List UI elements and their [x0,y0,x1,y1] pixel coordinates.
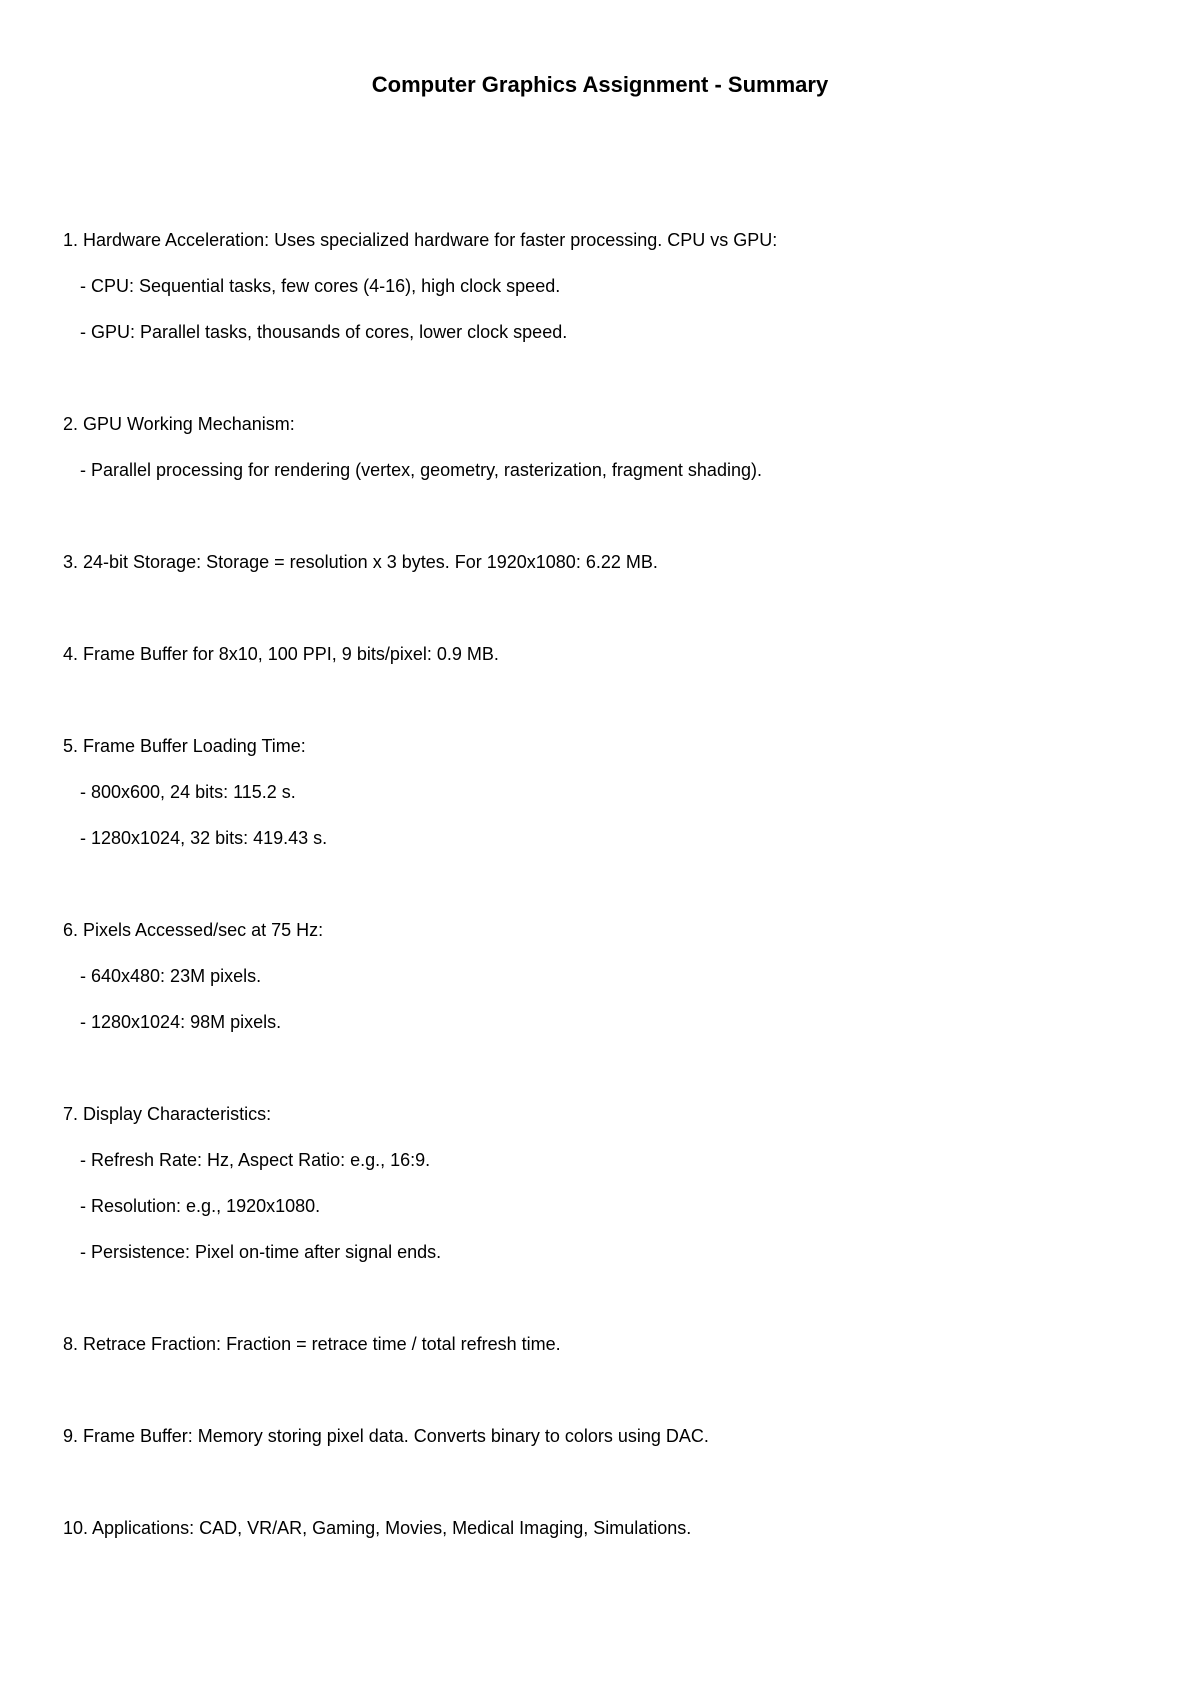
section-5-item-1: - 800x600, 24 bits: 115.2 s. [80,782,296,802]
section-8-heading: 8. Retrace Fraction: Fraction = retrace time / total refresh time. [63,1334,561,1354]
section-7-item-2: - Resolution: e.g., 1920x1080. [80,1196,321,1216]
section-4-heading: 4. Frame Buffer for 8x10, 100 PPI, 9 bits/pixel: 0.9 MB. [63,644,499,664]
section-6-item-2: - 1280x1024: 98M pixels. [80,1012,282,1032]
section-9-heading: 9. Frame Buffer: Memory storing pixel data. Converts binary to colors using DAC. [63,1426,709,1446]
section-3-heading: 3. 24-bit Storage: Storage = resolution x 3 bytes. For 1920x1080: 6.22 MB. [63,552,658,572]
section-1-item-1: - CPU: Sequential tasks, few cores (4-16), high clock speed. [80,276,561,296]
section-7-heading: 7. Display Characteristics: [63,1104,272,1124]
section-10-heading: 10. Applications: CAD, VR/AR, Gaming, Movies, Medical Imaging, Simulations. [63,1518,692,1538]
page-title: Computer Graphics Assignment - Summary [371,72,829,97]
section-1-heading: 1. Hardware Acceleration: Uses specialized hardware for faster processing. CPU vs GPU: [63,230,778,250]
section-2-heading: 2. GPU Working Mechanism: [63,414,295,434]
section-5-item-2: - 1280x1024, 32 bits: 419.43 s. [80,828,328,848]
section-1-item-2: - GPU: Parallel tasks, thousands of cores, lower clock speed. [80,322,568,342]
section-7-item-1: - Refresh Rate: Hz, Aspect Ratio: e.g., 16:9. [80,1150,431,1170]
section-7-item-3: - Persistence: Pixel on-time after signal ends. [80,1242,442,1262]
section-6-heading: 6. Pixels Accessed/sec at 75 Hz: [63,920,324,940]
section-2-item-1: - Parallel processing for rendering (vertex, geometry, rasterization, fragment shading). [80,460,762,480]
section-5-heading: 5. Frame Buffer Loading Time: [63,736,306,756]
section-6-item-1: - 640x480: 23M pixels. [80,966,262,986]
